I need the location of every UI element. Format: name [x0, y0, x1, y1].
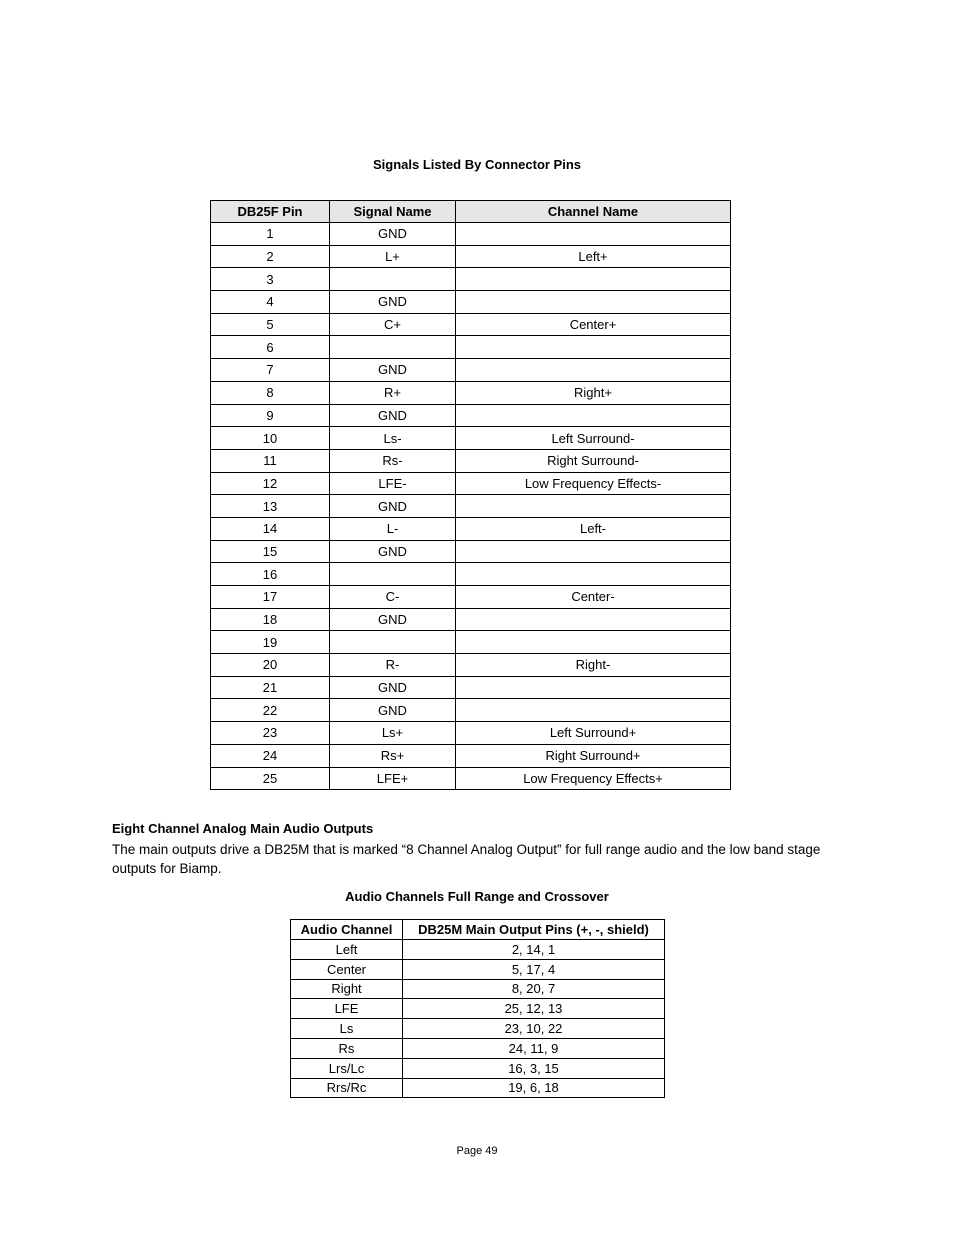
table-cell	[456, 563, 731, 586]
table-cell: GND	[330, 699, 456, 722]
table-row	[211, 744, 731, 767]
table-cell	[456, 495, 731, 518]
table-cell	[456, 359, 731, 382]
pin-table-caption: Signals Listed By Connector Pins	[372, 157, 582, 172]
table-row	[211, 223, 731, 246]
table-cell: Right Surround-	[456, 449, 731, 472]
table-cell: L+	[330, 245, 456, 268]
table-cell: Left-	[456, 517, 731, 540]
table-cell	[456, 608, 731, 631]
table-cell: 9	[211, 404, 330, 427]
table-cell: 5, 17, 4	[403, 959, 665, 979]
table-row	[211, 767, 731, 790]
table-cell: 4	[211, 291, 330, 314]
table-row	[291, 959, 665, 979]
table-cell: C+	[330, 313, 456, 336]
column-header: DB25M Main Output Pins (+, -, shield)	[403, 920, 665, 940]
table-cell: 23	[211, 722, 330, 745]
page-number: Page 49	[456, 1145, 498, 1157]
table-cell: 19	[211, 631, 330, 654]
table-cell: Right	[291, 979, 403, 999]
table-cell: Center-	[456, 586, 731, 609]
table-cell	[456, 676, 731, 699]
table-cell: 20	[211, 654, 330, 677]
table-row	[211, 586, 731, 609]
table-cell: Ls-	[330, 427, 456, 450]
audio-channel-table	[290, 919, 665, 1098]
table-row	[291, 1078, 665, 1098]
table-cell: GND	[330, 359, 456, 382]
table-cell	[456, 404, 731, 427]
table-cell: 3	[211, 268, 330, 291]
table-cell: Right+	[456, 381, 731, 404]
table-cell: Rs-	[330, 449, 456, 472]
table-row	[211, 404, 731, 427]
table-row	[211, 699, 731, 722]
table-cell: Left	[291, 940, 403, 960]
table-cell	[456, 336, 731, 359]
table-cell: 13	[211, 495, 330, 518]
table-cell: 21	[211, 676, 330, 699]
table-cell: Right-	[456, 654, 731, 677]
table-cell: R+	[330, 381, 456, 404]
table-cell: 12	[211, 472, 330, 495]
table-cell: 2	[211, 245, 330, 268]
table-cell: 5	[211, 313, 330, 336]
table-cell: 16	[211, 563, 330, 586]
table-cell: Rrs/Rc	[291, 1078, 403, 1098]
table-cell: Right Surround+	[456, 744, 731, 767]
table-row	[211, 608, 731, 631]
table-cell: 18	[211, 608, 330, 631]
table-row	[211, 540, 731, 563]
table-cell: 24	[211, 744, 330, 767]
table-cell: 25, 12, 13	[403, 999, 665, 1019]
table-cell: LFE+	[330, 767, 456, 790]
table-cell: Left+	[456, 245, 731, 268]
column-header: Audio Channel	[291, 920, 403, 940]
table-row	[291, 1019, 665, 1039]
table-cell: GND	[330, 540, 456, 563]
table-cell: LFE-	[330, 472, 456, 495]
table-row	[211, 495, 731, 518]
table-cell: Ls	[291, 1019, 403, 1039]
table-row	[211, 245, 731, 268]
table-row	[211, 472, 731, 495]
table-cell: Ls+	[330, 722, 456, 745]
table-cell: C-	[330, 586, 456, 609]
table-cell: 15	[211, 540, 330, 563]
table-cell: R-	[330, 654, 456, 677]
table-cell: Left Surround+	[456, 722, 731, 745]
table-header-row	[291, 920, 665, 940]
table-cell: 1	[211, 223, 330, 246]
table-cell: 25	[211, 767, 330, 790]
table-cell: Low Frequency Effects+	[456, 767, 731, 790]
table-row	[291, 999, 665, 1019]
table-cell: 8, 20, 7	[403, 979, 665, 999]
table-row	[291, 940, 665, 960]
table-cell	[456, 223, 731, 246]
table-cell: LFE	[291, 999, 403, 1019]
table-cell: 17	[211, 586, 330, 609]
column-header: Channel Name	[456, 201, 731, 223]
table-cell: 6	[211, 336, 330, 359]
table-row	[211, 654, 731, 677]
table-cell: 8	[211, 381, 330, 404]
table-cell: Left Surround-	[456, 427, 731, 450]
table-row	[211, 722, 731, 745]
column-header: Signal Name	[330, 201, 456, 223]
table-cell	[456, 291, 731, 314]
pin-signal-table	[210, 200, 731, 790]
table-cell: GND	[330, 495, 456, 518]
table-cell	[456, 540, 731, 563]
table-row	[291, 1058, 665, 1078]
table-header-row	[211, 201, 731, 223]
table-row	[211, 381, 731, 404]
table-cell: 7	[211, 359, 330, 382]
table-row	[291, 1038, 665, 1058]
table-cell	[456, 631, 731, 654]
table-row	[211, 563, 731, 586]
table-row	[211, 449, 731, 472]
table-cell: 22	[211, 699, 330, 722]
table-cell	[330, 268, 456, 291]
section-heading: Eight Channel Analog Main Audio Outputs	[112, 821, 374, 836]
table-cell	[330, 336, 456, 359]
table-row	[211, 359, 731, 382]
table-cell: 16, 3, 15	[403, 1058, 665, 1078]
table-cell: 14	[211, 517, 330, 540]
table-cell: 24, 11, 9	[403, 1038, 665, 1058]
table-cell: GND	[330, 608, 456, 631]
table-row	[211, 631, 731, 654]
table-cell	[330, 631, 456, 654]
table-row	[211, 291, 731, 314]
table-row	[291, 979, 665, 999]
table-cell: 11	[211, 449, 330, 472]
table-cell: 19, 6, 18	[403, 1078, 665, 1098]
table-cell: 2, 14, 1	[403, 940, 665, 960]
section-body-text: The main outputs drive a DB25M that is marked “8 Channel Analog Output” for full range audio and the low band stage outputs for Biamp.	[112, 842, 821, 876]
table-row	[211, 336, 731, 359]
table-row	[211, 676, 731, 699]
table-cell: Rs	[291, 1038, 403, 1058]
table-cell: Rs+	[330, 744, 456, 767]
audio-table-caption: Audio Channels Full Range and Crossover	[345, 889, 609, 904]
table-cell: 23, 10, 22	[403, 1019, 665, 1039]
table-cell: Center+	[456, 313, 731, 336]
table-row	[211, 427, 731, 450]
table-cell	[456, 268, 731, 291]
table-cell: Low Frequency Effects-	[456, 472, 731, 495]
table-cell: L-	[330, 517, 456, 540]
table-cell: GND	[330, 223, 456, 246]
table-cell: GND	[330, 676, 456, 699]
column-header: DB25F Pin	[211, 201, 330, 223]
table-row	[211, 517, 731, 540]
table-cell: GND	[330, 404, 456, 427]
table-cell: Lrs/Lc	[291, 1058, 403, 1078]
table-row	[211, 313, 731, 336]
table-cell	[330, 563, 456, 586]
table-cell: GND	[330, 291, 456, 314]
table-row	[211, 268, 731, 291]
table-cell: Center	[291, 959, 403, 979]
table-cell	[456, 699, 731, 722]
table-cell: 10	[211, 427, 330, 450]
